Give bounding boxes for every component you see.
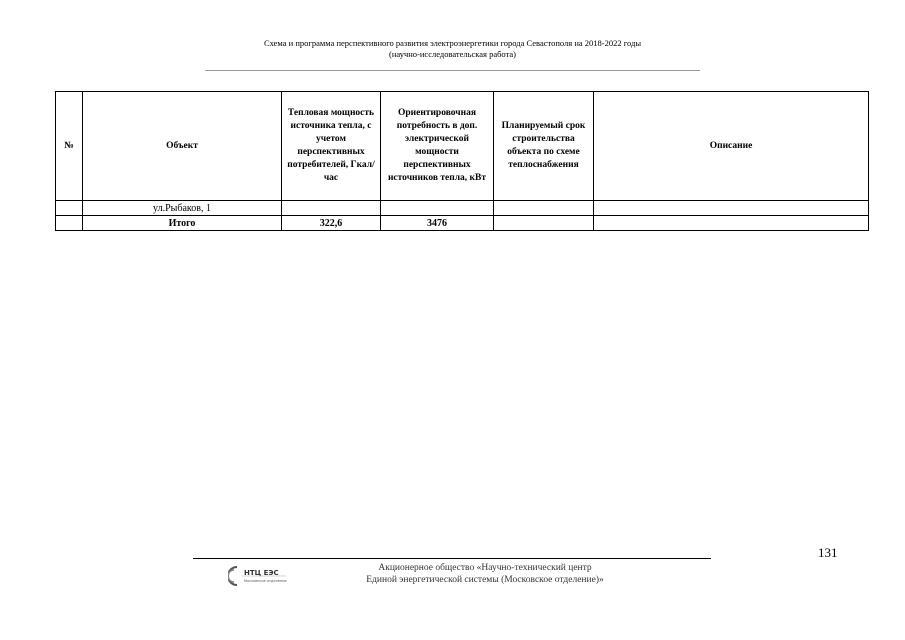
column-header-construction-term: Планируемый срок строительства объекта по схеме теплоснабжения [494, 92, 594, 201]
cell-total-heat-capacity: 322,6 [282, 216, 381, 231]
cell-power-demand [381, 201, 494, 216]
cell-description [594, 216, 869, 231]
footer-divider [193, 558, 711, 559]
column-header-object: Объект [83, 92, 282, 201]
cell-construction-term [494, 201, 594, 216]
column-header-description: Описание [594, 92, 869, 201]
column-header-number: № [56, 92, 83, 201]
table-row [56, 201, 869, 216]
cell-description [594, 201, 869, 216]
table-total-row [56, 216, 869, 231]
company-logo [228, 565, 288, 587]
column-header-power-demand: Ориентировочная потребность в доп. электрической мощности перспективных источников тепла, кВт [381, 92, 494, 201]
footer-line-1: Акционерное общество «Научно-технический центр [378, 563, 592, 573]
logo-subtext: Московское отделение [244, 579, 287, 583]
footer-organization [300, 562, 670, 586]
cell-total-label: Итого [83, 216, 282, 231]
cell-number [56, 201, 83, 216]
table-header-row [56, 92, 869, 201]
cell-construction-term [494, 216, 594, 231]
page-number: 131 [818, 545, 838, 560]
cell-object: ул.Рыбаков, 1 [83, 201, 282, 216]
cell-number [56, 216, 83, 231]
cell-heat-capacity [282, 201, 381, 216]
header-title: Схема и программа перспективного развития электроэнергетики города Севастополя на 2018-2022 годы [263, 38, 642, 48]
header-divider [205, 70, 700, 71]
footer-line-2: Единой энергетической системы (Московское отделение)» [366, 575, 604, 585]
logo-text: НТЦ ЕЭС [244, 569, 279, 577]
column-header-heat-capacity: Тепловая мощность источника тепла, с учетом перспективных потребителей, Гкал/час [282, 92, 381, 201]
data-table [55, 91, 869, 231]
cell-total-power-demand: 3476 [381, 216, 494, 231]
document-header [150, 38, 755, 60]
header-subtitle: (научно-исследовательская работа) [389, 49, 516, 59]
